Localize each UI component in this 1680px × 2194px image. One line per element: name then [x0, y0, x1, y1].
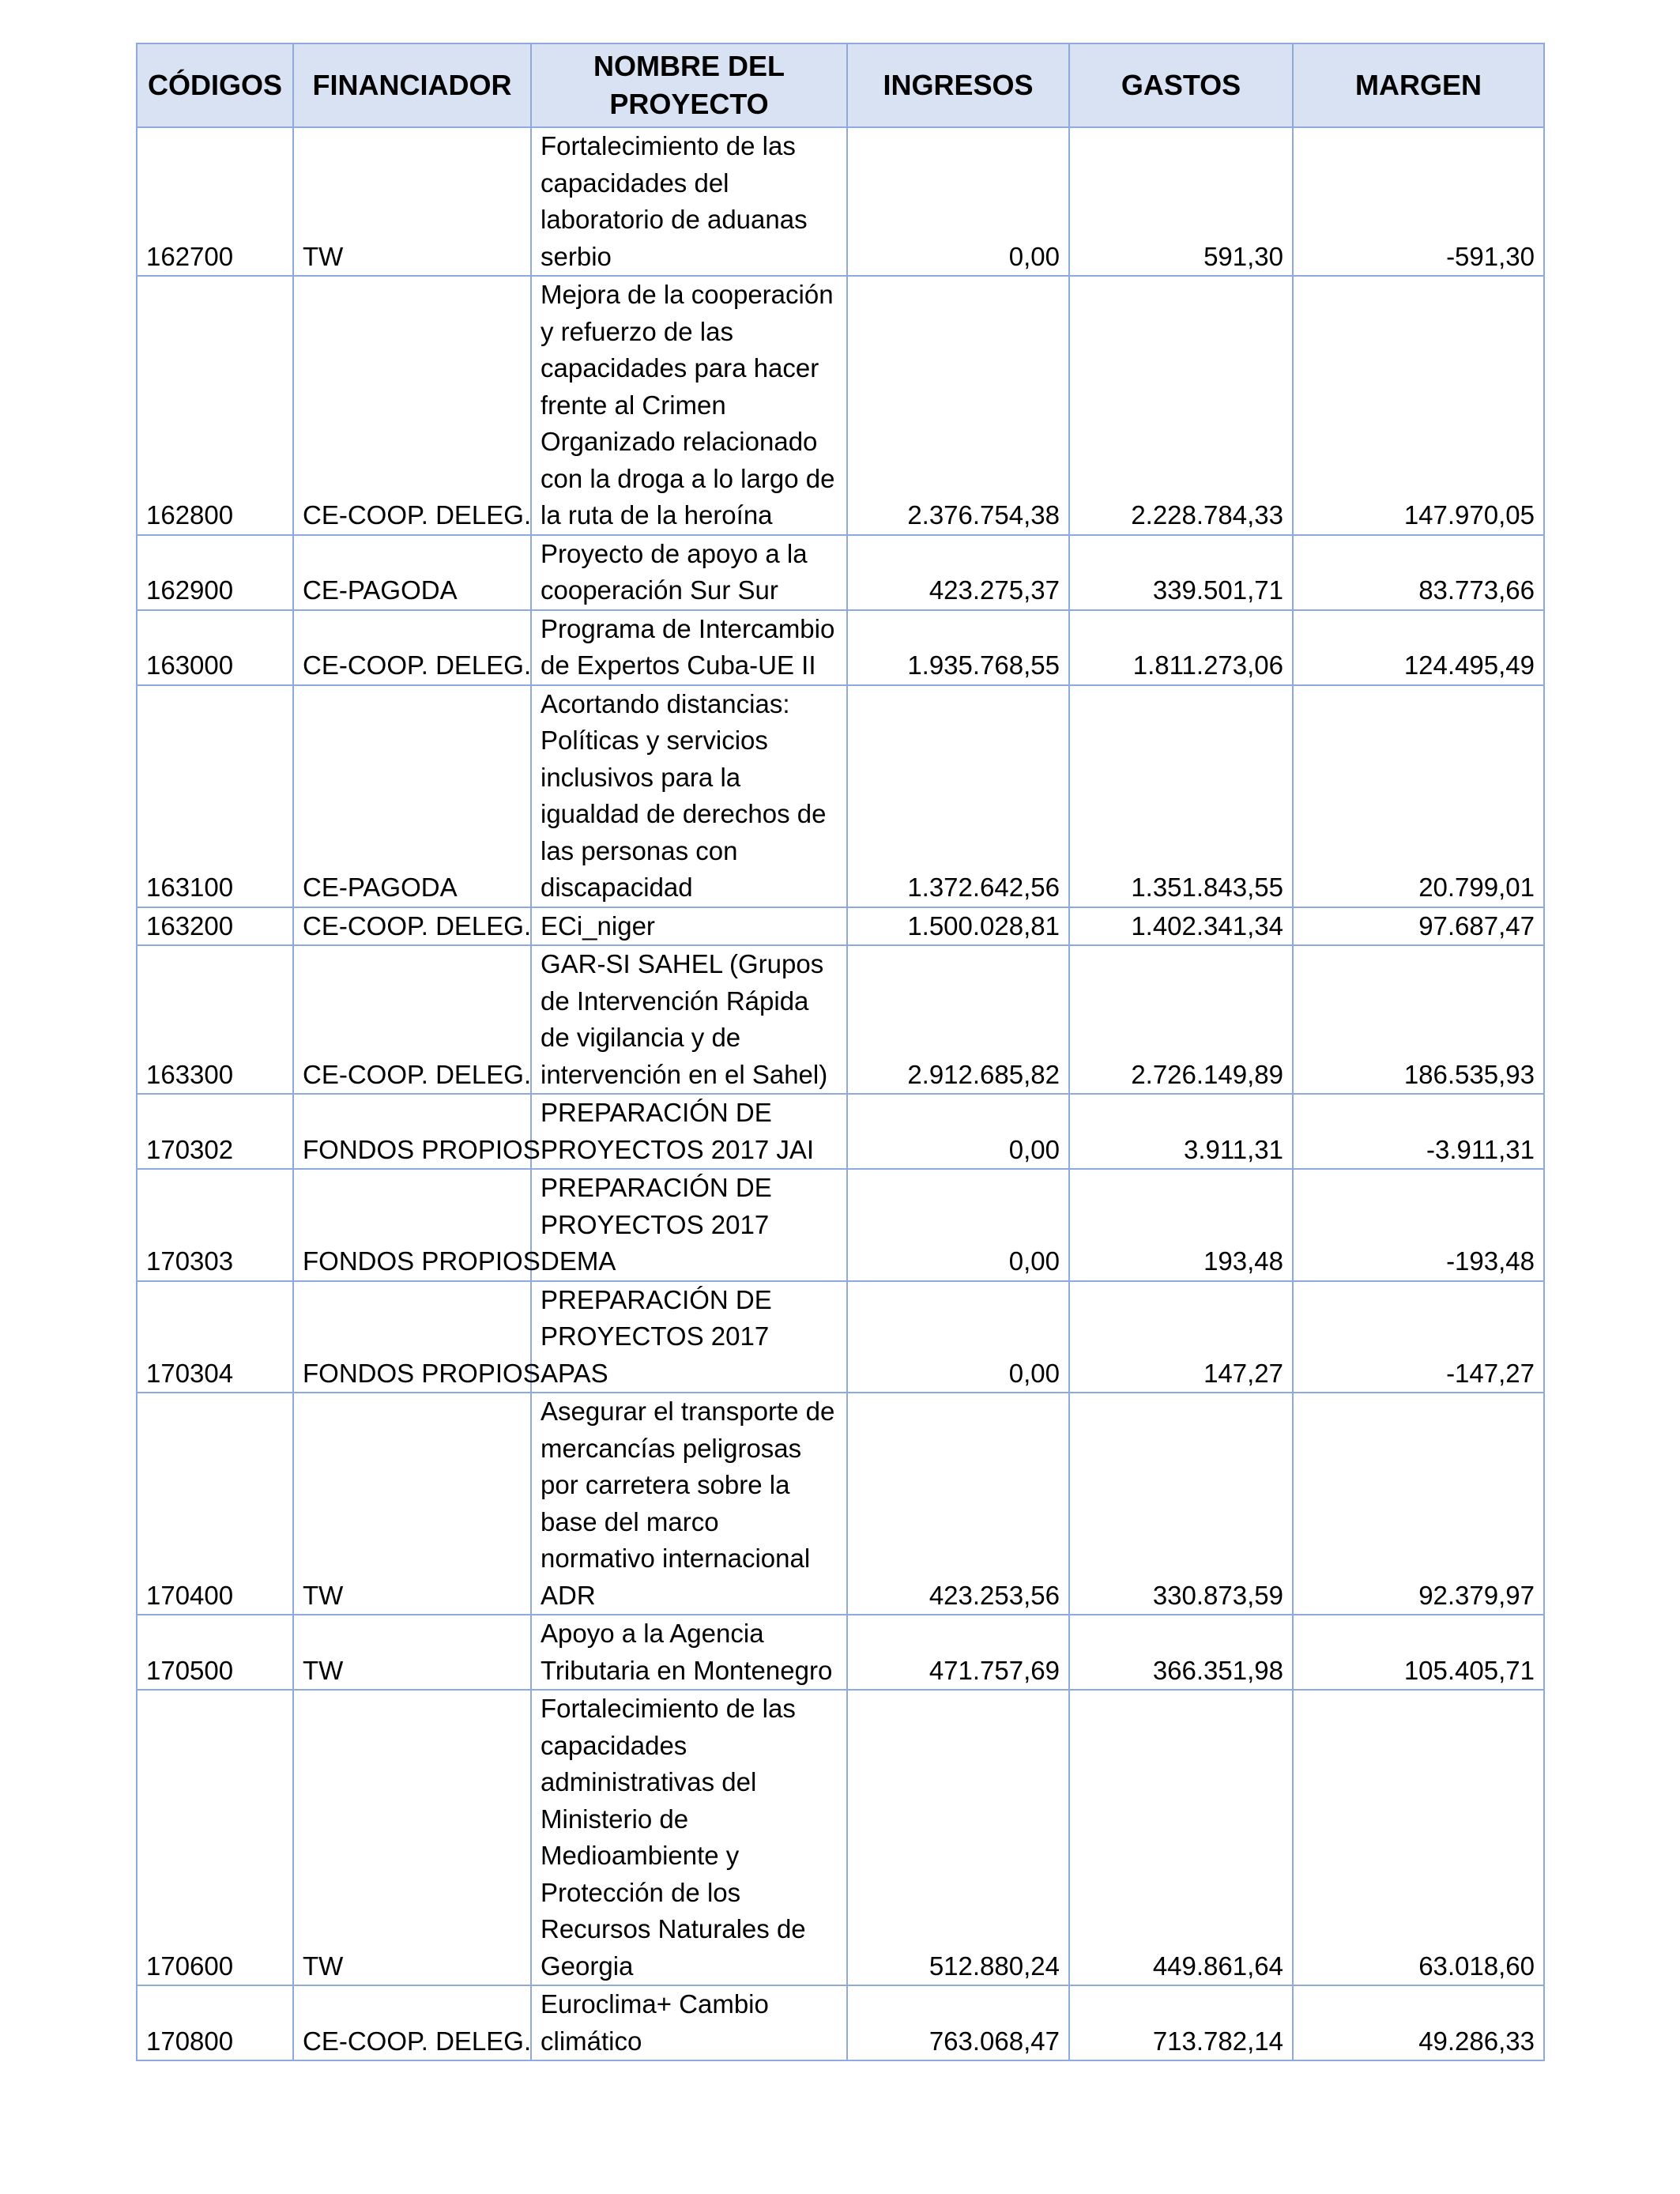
- table-row: [137, 276, 1544, 535]
- projects-table: [136, 43, 1545, 2061]
- cell-gastos: 147,27: [1069, 1281, 1293, 1393]
- cell-financiador: CE-COOP. DELEG.: [293, 945, 531, 1094]
- cell-nombre: PREPARACIÓN DE PROYECTOS 2017 JAI: [531, 1094, 847, 1169]
- header-margen: MARGEN: [1293, 43, 1544, 127]
- cell-ingresos: 763.068,47: [847, 1985, 1069, 2060]
- cell-codigo: 170500: [137, 1615, 293, 1690]
- cell-nombre: PREPARACIÓN DE PROYECTOS 2017 DEMA: [531, 1169, 847, 1281]
- cell-codigo: 163300: [137, 945, 293, 1094]
- cell-gastos: 330.873,59: [1069, 1393, 1293, 1615]
- cell-margen: 147.970,05: [1293, 276, 1544, 535]
- table-row: [137, 1393, 1544, 1615]
- cell-financiador: FONDOS PROPIOS: [293, 1094, 531, 1169]
- header-ingresos: INGRESOS: [847, 43, 1069, 127]
- cell-codigo: 170400: [137, 1393, 293, 1615]
- table-row: [137, 1615, 1544, 1690]
- cell-financiador: CE-COOP. DELEG.: [293, 276, 531, 535]
- cell-codigo: 170304: [137, 1281, 293, 1393]
- cell-margen: 186.535,93: [1293, 945, 1544, 1094]
- table-row: [137, 685, 1544, 907]
- cell-financiador: CE-COOP. DELEG.: [293, 610, 531, 685]
- cell-financiador: CE-COOP. DELEG.: [293, 1985, 531, 2060]
- cell-gastos: 193,48: [1069, 1169, 1293, 1281]
- cell-nombre: Mejora de la cooperación y refuerzo de las capacidades para hacer frente al Crimen Organizado relacionado con la droga a lo largo de la ruta de la heroína: [531, 276, 847, 535]
- cell-nombre: Acortando distancias: Políticas y servicios inclusivos para la igualdad de derechos de las personas con discapacidad: [531, 685, 847, 907]
- cell-ingresos: 1.372.642,56: [847, 685, 1069, 907]
- table-row: [137, 945, 1544, 1094]
- cell-ingresos: 512.880,24: [847, 1690, 1069, 1985]
- cell-gastos: 449.861,64: [1069, 1690, 1293, 1985]
- cell-margen: 92.379,97: [1293, 1393, 1544, 1615]
- cell-ingresos: 471.757,69: [847, 1615, 1069, 1690]
- header-financiador: FINANCIADOR: [293, 43, 531, 127]
- header-codigos: CÓDIGOS: [137, 43, 293, 127]
- cell-margen: -591,30: [1293, 127, 1544, 276]
- table-row: [137, 610, 1544, 685]
- cell-nombre: Programa de Intercambio de Expertos Cuba-UE II: [531, 610, 847, 685]
- cell-financiador: CE-PAGODA: [293, 535, 531, 610]
- cell-ingresos: 423.275,37: [847, 535, 1069, 610]
- cell-financiador: TW: [293, 1615, 531, 1690]
- cell-gastos: 1.402.341,34: [1069, 907, 1293, 946]
- cell-codigo: 162900: [137, 535, 293, 610]
- cell-margen: 105.405,71: [1293, 1615, 1544, 1690]
- cell-ingresos: 1.935.768,55: [847, 610, 1069, 685]
- cell-financiador: TW: [293, 1690, 531, 1985]
- table-row: [137, 127, 1544, 276]
- table-row: [137, 535, 1544, 610]
- cell-codigo: 170600: [137, 1690, 293, 1985]
- cell-nombre: Asegurar el transporte de mercancías peligrosas por carretera sobre la base del marco normativo internacional ADR: [531, 1393, 847, 1615]
- cell-nombre: Fortalecimiento de las capacidades del laboratorio de aduanas serbio: [531, 127, 847, 276]
- cell-financiador: TW: [293, 1393, 531, 1615]
- cell-nombre: GAR-SI SAHEL (Grupos de Intervención Rápida de vigilancia y de intervención en el Sahel): [531, 945, 847, 1094]
- cell-financiador: CE-PAGODA: [293, 685, 531, 907]
- cell-ingresos: 0,00: [847, 1281, 1069, 1393]
- cell-gastos: 713.782,14: [1069, 1985, 1293, 2060]
- cell-codigo: 170800: [137, 1985, 293, 2060]
- cell-ingresos: 0,00: [847, 1094, 1069, 1169]
- cell-nombre: Proyecto de apoyo a la cooperación Sur Sur: [531, 535, 847, 610]
- cell-ingresos: 1.500.028,81: [847, 907, 1069, 946]
- cell-financiador: CE-COOP. DELEG.: [293, 907, 531, 946]
- cell-gastos: 1.351.843,55: [1069, 685, 1293, 907]
- cell-gastos: 591,30: [1069, 127, 1293, 276]
- cell-codigo: 163000: [137, 610, 293, 685]
- cell-codigo: 162700: [137, 127, 293, 276]
- cell-gastos: 339.501,71: [1069, 535, 1293, 610]
- cell-gastos: 1.811.273,06: [1069, 610, 1293, 685]
- cell-margen: -193,48: [1293, 1169, 1544, 1281]
- cell-ingresos: 423.253,56: [847, 1393, 1069, 1615]
- cell-financiador: TW: [293, 127, 531, 276]
- table-row: [137, 1985, 1544, 2060]
- cell-ingresos: 0,00: [847, 1169, 1069, 1281]
- cell-margen: 49.286,33: [1293, 1985, 1544, 2060]
- cell-financiador: FONDOS PROPIOS: [293, 1169, 531, 1281]
- cell-nombre: ECi_niger: [531, 907, 847, 946]
- cell-codigo: 170303: [137, 1169, 293, 1281]
- cell-codigo: 170302: [137, 1094, 293, 1169]
- cell-ingresos: 2.912.685,82: [847, 945, 1069, 1094]
- cell-codigo: 162800: [137, 276, 293, 535]
- cell-nombre: PREPARACIÓN DE PROYECTOS 2017 APAS: [531, 1281, 847, 1393]
- header-nombre: NOMBRE DEL PROYECTO: [531, 43, 847, 127]
- cell-nombre: Fortalecimiento de las capacidades administrativas del Ministerio de Medioambiente y Protección de los Recursos Naturales de Georgia: [531, 1690, 847, 1985]
- cell-gastos: 3.911,31: [1069, 1094, 1293, 1169]
- cell-margen: 83.773,66: [1293, 535, 1544, 610]
- cell-codigo: 163100: [137, 685, 293, 907]
- cell-nombre: Apoyo a la Agencia Tributaria en Montenegro: [531, 1615, 847, 1690]
- cell-codigo: 163200: [137, 907, 293, 946]
- cell-nombre: Euroclima+ Cambio climático: [531, 1985, 847, 2060]
- cell-ingresos: 2.376.754,38: [847, 276, 1069, 535]
- table-header-row: [137, 43, 1544, 127]
- cell-margen: 97.687,47: [1293, 907, 1544, 946]
- cell-margen: -147,27: [1293, 1281, 1544, 1393]
- cell-margen: 124.495,49: [1293, 610, 1544, 685]
- table-row: [137, 907, 1544, 946]
- cell-margen: 63.018,60: [1293, 1690, 1544, 1985]
- cell-ingresos: 0,00: [847, 127, 1069, 276]
- table-row: [137, 1281, 1544, 1393]
- cell-financiador: FONDOS PROPIOS: [293, 1281, 531, 1393]
- cell-gastos: 2.228.784,33: [1069, 276, 1293, 535]
- table-row: [137, 1169, 1544, 1281]
- table-row: [137, 1690, 1544, 1985]
- header-gastos: GASTOS: [1069, 43, 1293, 127]
- cell-gastos: 366.351,98: [1069, 1615, 1293, 1690]
- cell-margen: -3.911,31: [1293, 1094, 1544, 1169]
- cell-gastos: 2.726.149,89: [1069, 945, 1293, 1094]
- table-row: [137, 1094, 1544, 1169]
- cell-margen: 20.799,01: [1293, 685, 1544, 907]
